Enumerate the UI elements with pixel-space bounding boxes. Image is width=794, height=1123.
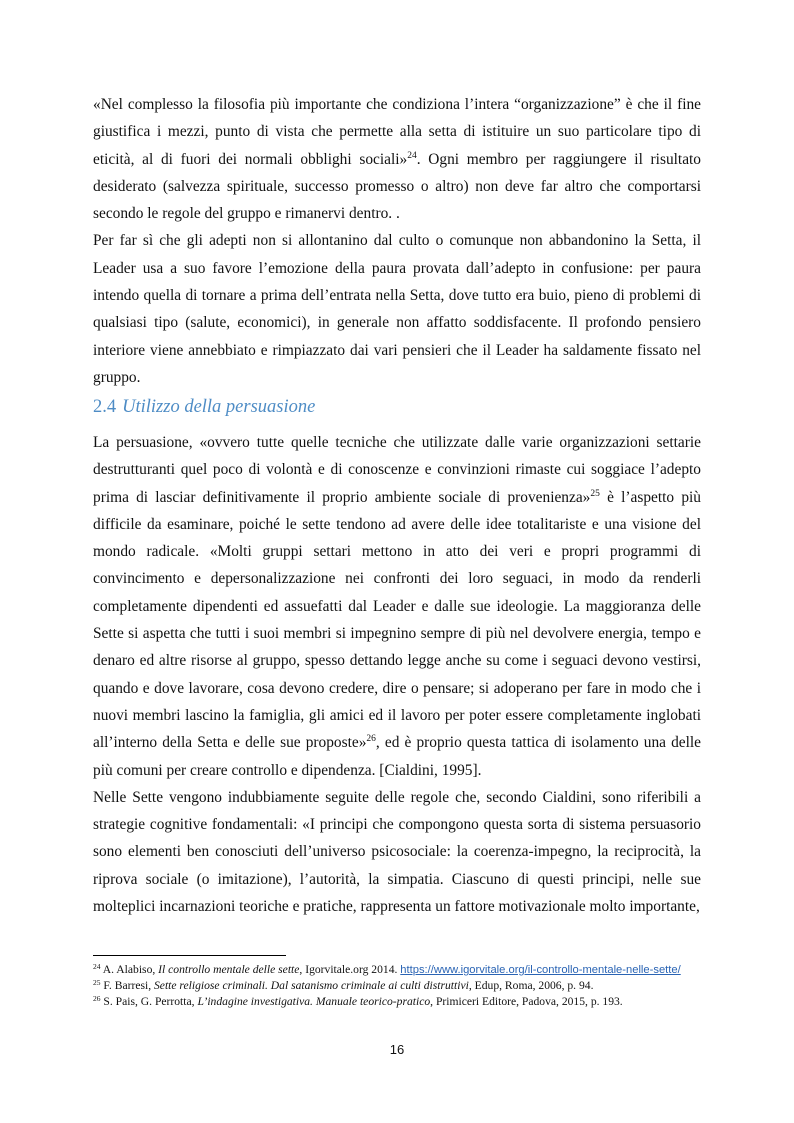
footnote-ref[interactable]: 26 xyxy=(366,734,376,745)
paragraph: Per far sì che gli adepti non si allontanino dal culto o comunque non abbandonino la Setta, il Leader usa a suo favore l’emozione della paura provata dall’adepto in confusione: per paura intendo quella di tornare a prima dell’entrata nella Setta, dove tutto era buio, pieno di problemi di qualsiasi tipo (salute, economici), in generale non affatto soddisfacente. Il profondo pensiero interiore viene annebbiato e rimpiazzato dai vari pensieri che il Leader ha saldamente fissato nel gruppo. xyxy=(93,232,701,386)
footnote-ref[interactable]: 24 xyxy=(407,150,417,161)
body-text-top xyxy=(93,91,701,391)
footnote: $^{25}$ F. Barresi, Sette religiose criminali. Dal satanismo criminale ai culti distruttivi, Edup, Roma, 2006, p. 94. xyxy=(93,978,594,992)
footnote: $^{24}$ A. Alabiso, Il controllo mentale delle sette, Igorvitale.org 2014. https://www.igorvitale.org/il-controllo-mentale-nelle-sette/ xyxy=(93,962,681,976)
section-number: 2.4 xyxy=(93,397,117,417)
footnote-ref[interactable]: 25 xyxy=(590,488,600,499)
section-title: Utilizzo della persuasione xyxy=(122,397,316,417)
paragraph: La persuasione, «ovvero tutte quelle tecniche che utilizzate dalle varie organizzazioni settarie destrutturanti quel poco di volontà e di conoscenze e convinzioni rimaste cui soggiace l’adepto prima di lasciar definitivamente il proprio ambiente sociale di provenienza»$^{25}$ è l’aspetto più difficile da esaminare, poiché le sette tendono ad avere delle idee totalitariste e una visione del mondo radicale. «Molti gruppi settari mettono in atto dei veri e propri programmi di convincimento e depersonalizzazione nei confronti dei loro seguaci, in modo da renderli completamente dipendenti ed assuefatti dal Leader e dalle sue ideologie. La maggioranza delle Sette si aspetta che tutti i suoi membri si impegnino sempre di più nel devolvere energia, tempo e denaro ed altre risorse al gruppo, spesso dettando legge anche su come i seguaci devono vestirsi, quando e dove lavorare, cosa devono credere, dire o pensare; si adoperano per fare in modo che i nuovi membri lascino la famiglia, gli amici ed il lavoro per poter essere completamente inglobati all’interno della Setta e delle sue proposte»$^{26}$, ed è proprio questa tattica di isolamento una delle più comuni per creare controllo e dipendenza. [Cialdini, 1995]. xyxy=(93,434,702,779)
paragraph: «Nel complesso la filosofia più importante che condiziona l’intera “organizzazione” è che il fine giustifica i mezzi, punto di vista che permette alla setta di istituire un suo particolare tipo di eticità, al di fuori dei normali obblighi sociali»$^{24}$. Ogni membro per raggiungere il risultato desiderato (salvezza spirituale, successo promesso o altro) non deve far altro che comportarsi secondo le regole del gruppo e rimanervi dentro. . xyxy=(93,96,701,223)
paragraph: Nelle Sette vengono indubbiamente seguite delle regole che, secondo Cialdini, sono riferibili a strategie cognitive fondamentali: «I principi che compongono questa sorta di sistema persuasorio sono elementi ben conosciuti dell’universo psicosociale: la coerenza-impegno, la reciprocità, la riprova sociale (o imitazione), l’autorità, la simpatia. Ciascuno di questi principi, nelle sue molteplici incarnazioni teoriche e pratiche, rappresenta un fattore motivazionale molto importante, xyxy=(93,788,701,916)
footnotes xyxy=(93,962,708,1010)
body-text-section xyxy=(93,429,701,920)
page-number: 16 xyxy=(389,1042,405,1057)
footnote-link[interactable]: https://www.igorvitale.org/il-controllo-mentale-nelle-sette/ xyxy=(400,964,681,976)
footnote-divider xyxy=(93,955,286,956)
section-heading xyxy=(93,397,315,418)
footnote: $^{26}$ S. Pais, G. Perrotta, L’indagine investigativa. Manuale teorico-pratico, Primiceri Editore, Padova, 2015, p. 193. xyxy=(93,994,623,1008)
